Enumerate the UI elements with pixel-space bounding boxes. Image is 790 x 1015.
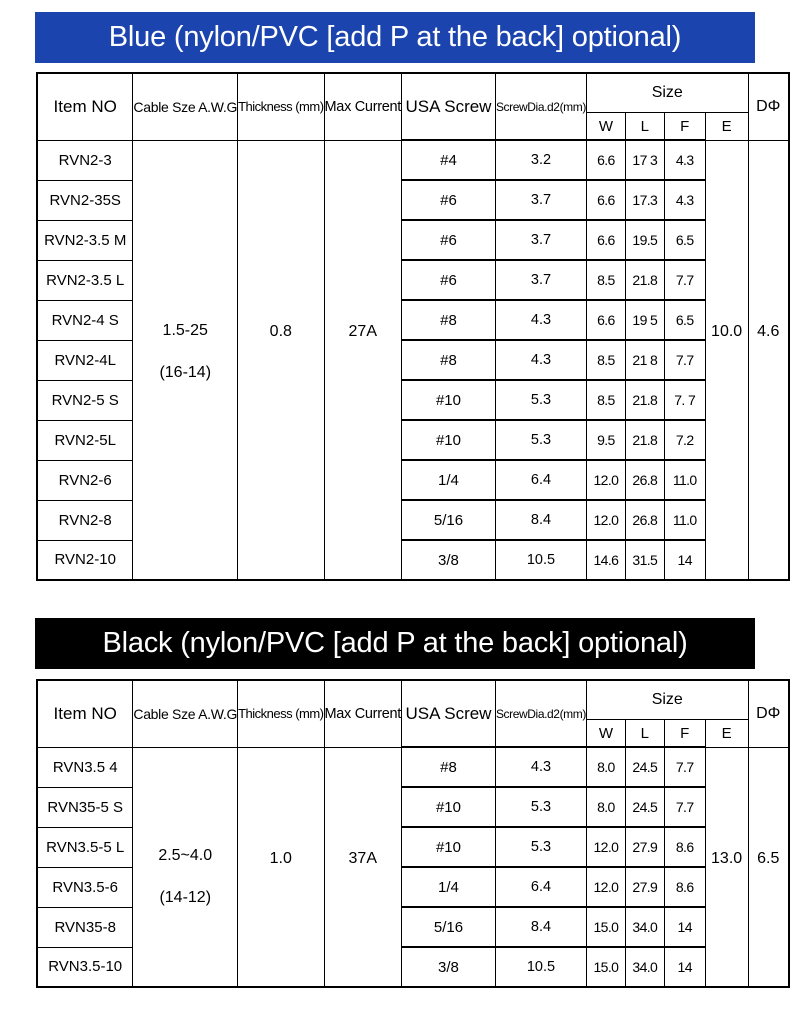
usa-screw-cell: #10	[402, 380, 496, 420]
size-w-cell: 6.6	[586, 140, 625, 180]
size-w-cell: 9.5	[586, 420, 625, 460]
size-l-cell: 34.0	[625, 947, 664, 987]
size-l-cell: 27.9	[625, 867, 664, 907]
header-size: Size	[586, 680, 748, 720]
screw-dia-cell: 6.4	[495, 460, 586, 500]
size-w-cell: 6.6	[586, 220, 625, 260]
usa-screw-cell: #10	[402, 827, 496, 867]
size-f-cell: 4.3	[664, 140, 705, 180]
max-current-cell: 37A	[324, 747, 401, 987]
screw-dia-cell: 3.7	[495, 220, 586, 260]
size-l-cell: 21.8	[625, 260, 664, 300]
d-phi-cell: 4.6	[748, 140, 789, 580]
cable-awg: (14-12)	[159, 888, 212, 906]
item-cell: RVN2-6	[37, 460, 133, 500]
size-e-cell: 13.0	[705, 747, 748, 987]
usa-screw-cell: #10	[402, 787, 496, 827]
header-size-f: F	[664, 720, 705, 748]
spec-table-blue	[36, 72, 790, 581]
item-cell: RVN35-5 S	[37, 787, 133, 827]
size-f-cell: 4.3	[664, 180, 705, 220]
header-screw-dia: ScrewDia.d2(mm)	[495, 680, 586, 747]
usa-screw-cell: #8	[402, 747, 496, 787]
cable-size-cell	[133, 140, 238, 580]
size-w-cell: 8.0	[586, 787, 625, 827]
page	[0, 12, 790, 1015]
size-w-cell: 6.6	[586, 300, 625, 340]
header-screw-dia: ScrewDia.d2(mm)	[495, 73, 586, 140]
header-item-no: Item NO	[37, 73, 133, 140]
item-cell: RVN3.5-10	[37, 947, 133, 987]
header-cable-size: Cable Sze A.W.G	[133, 73, 238, 140]
usa-screw-cell: 3/8	[402, 947, 496, 987]
screw-dia-cell: 4.3	[495, 300, 586, 340]
size-f-cell: 6.5	[664, 300, 705, 340]
size-f-cell: 14	[664, 907, 705, 947]
header-max-current: Max Current	[324, 73, 401, 140]
size-l-cell: 17.3	[625, 180, 664, 220]
screw-dia-cell: 4.3	[495, 747, 586, 787]
size-f-cell: 8.6	[664, 867, 705, 907]
size-l-cell: 21.8	[625, 420, 664, 460]
size-f-cell: 7.2	[664, 420, 705, 460]
screw-dia-cell: 4.3	[495, 340, 586, 380]
item-cell: RVN2-3.5 M	[37, 220, 133, 260]
header-usa-screw: USA Screw	[402, 680, 496, 747]
header-d-phi: DΦ	[748, 680, 789, 747]
usa-screw-cell: #4	[402, 140, 496, 180]
cable-awg: (16-14)	[159, 363, 212, 381]
item-cell: RVN2-4L	[37, 340, 133, 380]
size-l-cell: 26.8	[625, 500, 664, 540]
size-l-cell: 19.5	[625, 220, 664, 260]
size-e-cell: 10.0	[705, 140, 748, 580]
table-row	[37, 747, 789, 787]
item-cell: RVN2-4 S	[37, 300, 133, 340]
item-cell: RVN3.5-5 L	[37, 827, 133, 867]
header-size-w: W	[586, 113, 625, 141]
size-f-cell: 11.0	[664, 460, 705, 500]
screw-dia-cell: 10.5	[495, 540, 586, 580]
usa-screw-cell: #6	[402, 260, 496, 300]
size-l-cell: 21.8	[625, 380, 664, 420]
size-f-cell: 7. 7	[664, 380, 705, 420]
size-w-cell: 15.0	[586, 947, 625, 987]
size-l-cell: 26.8	[625, 460, 664, 500]
cable-range: 2.5~4.0	[158, 846, 213, 864]
header-size-e: E	[705, 720, 748, 748]
size-w-cell: 8.5	[586, 380, 625, 420]
header-usa-screw: USA Screw	[402, 73, 496, 140]
header-thickness: Thickness (mm)	[238, 73, 324, 140]
d-phi-cell: 6.5	[748, 747, 789, 987]
size-l-cell: 31.5	[625, 540, 664, 580]
spec-table-black	[36, 679, 790, 988]
header-item-no: Item NO	[37, 680, 133, 747]
size-w-cell: 8.0	[586, 747, 625, 787]
usa-screw-cell: 3/8	[402, 540, 496, 580]
usa-screw-cell: 5/16	[402, 500, 496, 540]
screw-dia-cell: 3.2	[495, 140, 586, 180]
size-f-cell: 6.5	[664, 220, 705, 260]
size-l-cell: 19 5	[625, 300, 664, 340]
size-f-cell: 7.7	[664, 787, 705, 827]
usa-screw-cell: #6	[402, 220, 496, 260]
usa-screw-cell: 5/16	[402, 907, 496, 947]
size-l-cell: 24.5	[625, 787, 664, 827]
usa-screw-cell: 1/4	[402, 460, 496, 500]
header-size-e: E	[705, 113, 748, 141]
header-size-l: L	[625, 113, 664, 141]
item-cell: RVN3.5 4	[37, 747, 133, 787]
size-w-cell: 12.0	[586, 500, 625, 540]
screw-dia-cell: 3.7	[495, 180, 586, 220]
screw-dia-cell: 5.3	[495, 787, 586, 827]
size-l-cell: 21 8	[625, 340, 664, 380]
header-max-current: Max Current	[324, 680, 401, 747]
size-f-cell: 7.7	[664, 340, 705, 380]
size-f-cell: 7.7	[664, 260, 705, 300]
size-f-cell: 14	[664, 540, 705, 580]
screw-dia-cell: 10.5	[495, 947, 586, 987]
size-w-cell: 8.5	[586, 340, 625, 380]
thickness-cell: 0.8	[238, 140, 324, 580]
header-size-l: L	[625, 720, 664, 748]
item-cell: RVN2-10	[37, 540, 133, 580]
usa-screw-cell: #10	[402, 420, 496, 460]
cable-range: 1.5-25	[162, 321, 208, 339]
cable-size-cell	[133, 747, 238, 987]
header-size-w: W	[586, 720, 625, 748]
header-thickness: Thickness (mm)	[238, 680, 324, 747]
thickness-cell: 1.0	[238, 747, 324, 987]
header-size: Size	[586, 73, 748, 113]
usa-screw-cell: 1/4	[402, 867, 496, 907]
banner-black: Black (nylon/PVC [add P at the back] optional)	[35, 618, 755, 669]
size-w-cell: 14.6	[586, 540, 625, 580]
size-f-cell: 11.0	[664, 500, 705, 540]
item-cell: RVN2-35S	[37, 180, 133, 220]
size-l-cell: 17 3	[625, 140, 664, 180]
size-w-cell: 6.6	[586, 180, 625, 220]
item-cell: RVN2-5L	[37, 420, 133, 460]
item-cell: RVN35-8	[37, 907, 133, 947]
item-cell: RVN2-3	[37, 140, 133, 180]
size-w-cell: 12.0	[586, 867, 625, 907]
screw-dia-cell: 8.4	[495, 500, 586, 540]
item-cell: RVN2-8	[37, 500, 133, 540]
max-current-cell: 27A	[324, 140, 401, 580]
size-l-cell: 27.9	[625, 827, 664, 867]
screw-dia-cell: 5.3	[495, 827, 586, 867]
screw-dia-cell: 6.4	[495, 867, 586, 907]
banner-blue: Blue (nylon/PVC [add P at the back] optional)	[35, 12, 755, 63]
size-f-cell: 14	[664, 947, 705, 987]
screw-dia-cell: 5.3	[495, 420, 586, 460]
header-cable-size: Cable Sze A.W.G	[133, 680, 238, 747]
screw-dia-cell: 3.7	[495, 260, 586, 300]
size-w-cell: 12.0	[586, 460, 625, 500]
header-d-phi: DΦ	[748, 73, 789, 140]
size-l-cell: 34.0	[625, 907, 664, 947]
size-l-cell: 24.5	[625, 747, 664, 787]
item-cell: RVN2-5 S	[37, 380, 133, 420]
size-w-cell: 12.0	[586, 827, 625, 867]
item-cell: RVN2-3.5 L	[37, 260, 133, 300]
size-f-cell: 8.6	[664, 827, 705, 867]
usa-screw-cell: #8	[402, 340, 496, 380]
size-w-cell: 15.0	[586, 907, 625, 947]
screw-dia-cell: 5.3	[495, 380, 586, 420]
size-w-cell: 8.5	[586, 260, 625, 300]
size-f-cell: 7.7	[664, 747, 705, 787]
screw-dia-cell: 8.4	[495, 907, 586, 947]
usa-screw-cell: #6	[402, 180, 496, 220]
usa-screw-cell: #8	[402, 300, 496, 340]
item-cell: RVN3.5-6	[37, 867, 133, 907]
table-row	[37, 140, 789, 180]
header-size-f: F	[664, 113, 705, 141]
